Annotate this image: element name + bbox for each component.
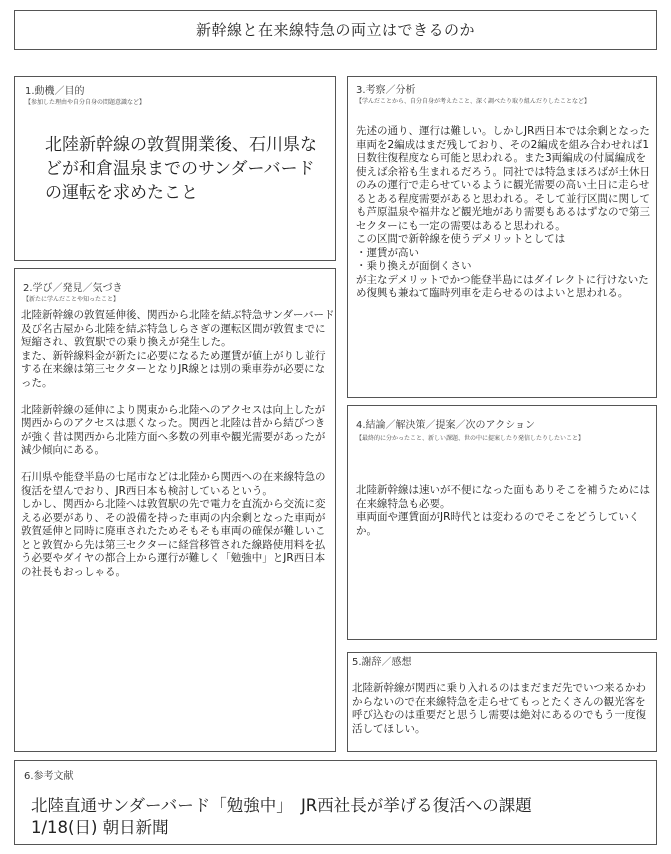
section-analysis-heading: 3.考察／分析 <box>356 85 416 96</box>
section-analysis <box>347 76 657 398</box>
section-motive <box>14 76 336 261</box>
section-conclusion-body: 北陸新幹線は速いが不便になった面もありそこを補うためには在来線特急も必要。 車両面や運賃面がJR時代とは変わるのでそこをどうしていくか。 <box>356 484 650 537</box>
section-conclusion <box>347 405 657 640</box>
section-analysis-subheading: 【学んだことから、自分自身が考えたこと、深く調べたり取り組んだりしたことなど】 <box>356 98 591 105</box>
section-motive-body: 北陸新幹線の敦賀開業後、石川県などが和倉温泉までのサンダーバードの運転を求めたこと <box>45 135 317 203</box>
section-thanks <box>347 652 657 752</box>
section-thanks-body: 北陸新幹線が関西に乗り入れるのはまだまだ先でいつ来るかわからないので在来線特急を走らせてもっとたくさんの観光客を呼び込むのは重要だと思うし需要は絶対にあるのでもう一度復活してほしい。 <box>352 682 646 735</box>
section-motive-heading: 1.動機／目的 <box>25 86 85 97</box>
section-thanks-heading: 5.謝辞／感想 <box>352 657 412 668</box>
section-analysis-body: 先述の通り、運行は難しい。しかしJR西日本では余剰となった車両を2編成はまだ残しており、その2編成を組み合わせれば1日数往復程度なら可能と思われる。また3両編成の付属編成を使えば余裕も生まれるだろう。同社では特急まほろばが土休日のみの運行で走らせているように観光需要の高い土日に走らせるとある程度需要があると思われる。そして並行区間に関しても芦原温泉や福井など観光地があり需要もあるはずなので第三セクターにも一定の需要はあると思われる。 この区間で新幹線を使うデメリットとしては ・運賃が高い ・乗り換えが面倒くさい が主なデメリットでかつ能登半島にはダイレクトに行けないため復興も兼ねて臨時列車を走らせるのはよいと思われる。 <box>356 125 650 299</box>
title-box <box>14 10 657 50</box>
section-references-body: 北陸直通サンダーバード「勉強中」 JR西社長が挙げる復活への課題 1/18(日) 朝日新聞 <box>31 796 532 837</box>
section-motive-subheading: 【参加した理由や自分自身の問題意識など】 <box>25 99 146 106</box>
section-learning-subheading: 【新たに学んだことや知ったこと】 <box>23 296 120 303</box>
section-learning-body: 北陸新幹線の敦賀延伸後、関西から北陸を結ぶ特急サンダーバード及び名古屋から北陸を結ぶ特急しらさぎの運転区間が敦賀までに短縮され、敦賀駅での乗り換えが発生した。 また、新幹線料金が新たに必要になるため運賃が値上がりし並行する在来線は第三セクターとなりJR線とは別の乗車券が必要になった。 北陸新幹線の延伸により関東から北陸へのアクセスは向上したが関西からのアクセスは悪くなった。関西と北陸は昔から結びつきが強く昔は関西から北陸方面へ多数の列車や観光需要があったが減少傾向にある。 石川県や能登半島の七尾市などは北陸から関西への在来線特急の復活を望んでおり、JR西日本も検討しているという。 しかし、関西から北陸へは敦賀駅の先で電力を直流から交流に変える必要があり、その設備を持った車両の内余剰となった車両が敦賀延伸と同時に廃車されたためそもそも車両の確保が難しいことと敦賀から先は第三セクターに経営移管された線路使用料を払う必要やダイヤの都合上から運行が難しく「勉強中」とJR西日本の社長もおっしゃる。 <box>21 309 335 578</box>
section-conclusion-heading: 4.結論／解決策／提案／次のアクション <box>356 420 536 431</box>
page-title: 新幹線と在来線特急の両立はできるのか <box>195 21 475 39</box>
section-conclusion-subheading: 【最終的に分かったこと、新しい課題、世の中に提案したり発信したりしたいこと】 <box>356 435 585 442</box>
section-learning <box>14 268 336 752</box>
section-references-heading: 6.参考文献 <box>24 771 74 782</box>
section-learning-heading: 2.学び／発見／気づき <box>23 283 123 294</box>
section-references <box>14 760 657 845</box>
